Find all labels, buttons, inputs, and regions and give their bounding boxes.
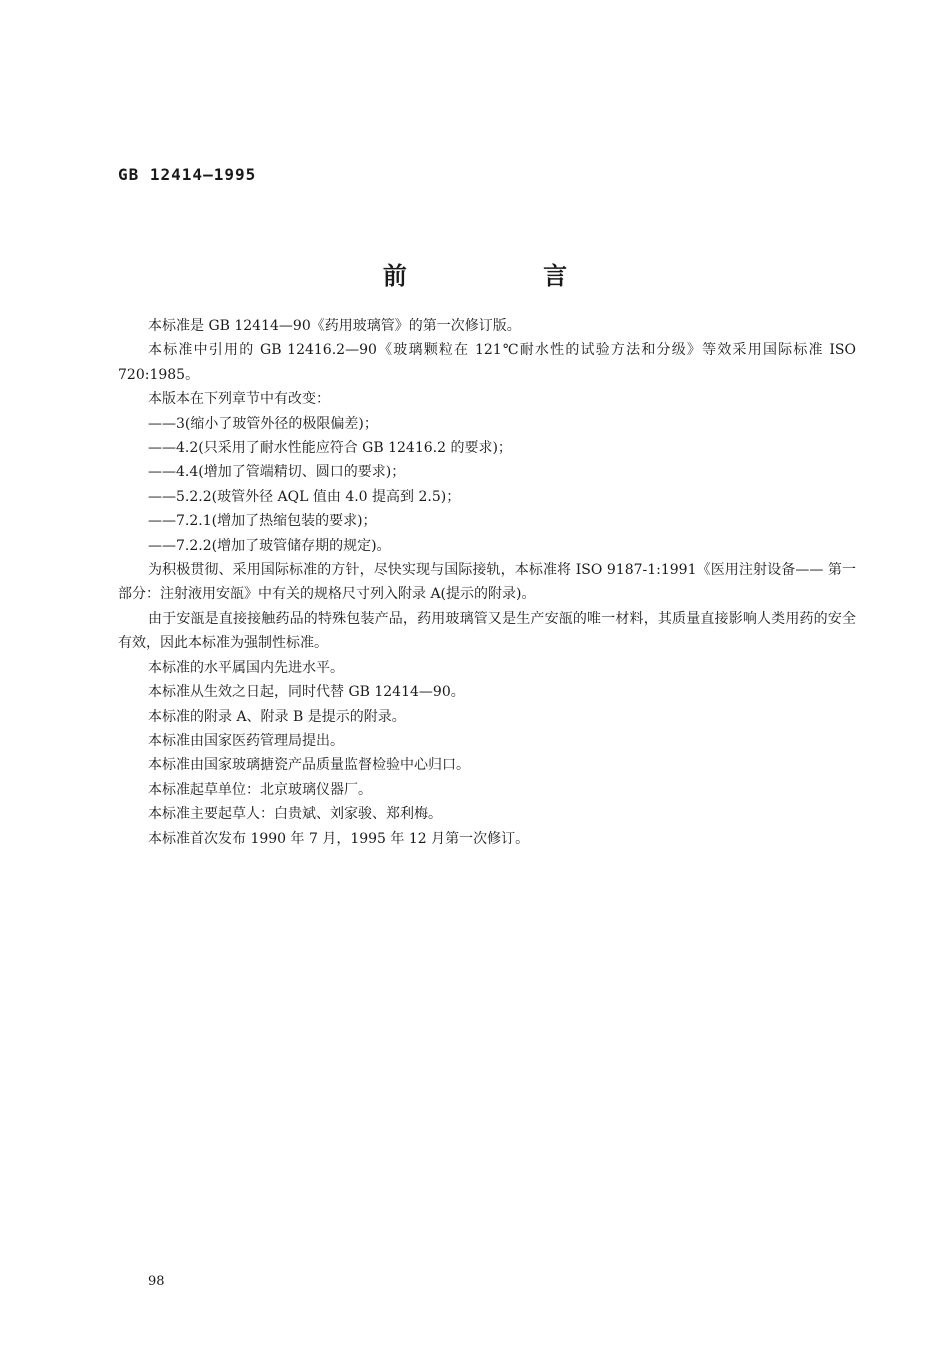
paragraph: 为积极贯彻、采用国际标准的方针，尽快实现与国际接轨，本标准将 ISO 9187-1:1991《医用注射设备—— 第一部分：注射液用安瓿》中有关的规格尺寸列入附录 A(提示的附录)。 <box>118 562 856 603</box>
paragraph: 本标准主要起草人：白贵斌、刘家骏、郑利梅。 <box>148 806 442 823</box>
paragraph: 由于安瓿是直接接触药品的特殊包装产品，药用玻璃管又是生产安瓿的唯一材料，其质量直接影响人类用药的安全有效，因此本标准为强制性标准。 <box>118 610 856 652</box>
paragraph: 本标准由国家玻璃搪瓷产品质量监督检验中心归口。 <box>148 757 470 774</box>
paragraph: 本版本在下列章节中有改变： <box>148 391 330 408</box>
page-title: 前 言 <box>382 262 632 290</box>
foreword-body <box>118 314 856 851</box>
page-number: 98 <box>148 1274 165 1289</box>
change-item: ——7.2.1(增加了热缩包装的要求)； <box>148 513 377 530</box>
paragraph: 本标准起草单位：北京玻璃仪器厂。 <box>148 781 372 798</box>
paragraph: 本标准从生效之日起，同时代替 GB 12414—90。 <box>148 684 465 701</box>
change-item: ——4.4(增加了管端精切、圆口的要求)； <box>148 464 406 481</box>
paragraph: 本标准中引用的 GB 12416.2—90《玻璃颗粒在 121℃耐水性的试验方法和分级》等效采用国际标准 ISO 720:1985。 <box>118 342 856 383</box>
paragraph: 本标准首次发布 1990 年 7 月，1995 年 12 月第一次修订。 <box>148 830 530 847</box>
paragraph: 本标准是 GB 12414—90《药用玻璃管》的第一次修订版。 <box>148 318 521 334</box>
change-item: ——4.2(只采用了耐水性能应符合 GB 12416.2 的要求)； <box>148 440 512 457</box>
change-item: ——7.2.2(增加了玻管储存期的规定)。 <box>148 537 391 554</box>
paragraph: 本标准的附录 A、附录 B 是提示的附录。 <box>148 708 406 725</box>
paragraph: 本标准的水平属国内先进水平。 <box>148 659 344 676</box>
standard-code: GB 12414—1995 <box>118 165 257 184</box>
change-item: ——3(缩小了玻管外径的极限偏差)； <box>148 415 378 432</box>
change-item: ——5.2.2(玻管外径 AQL 值由 4.0 提高到 2.5)； <box>148 488 461 505</box>
paragraph: 本标准由国家医药管理局提出。 <box>148 732 344 749</box>
